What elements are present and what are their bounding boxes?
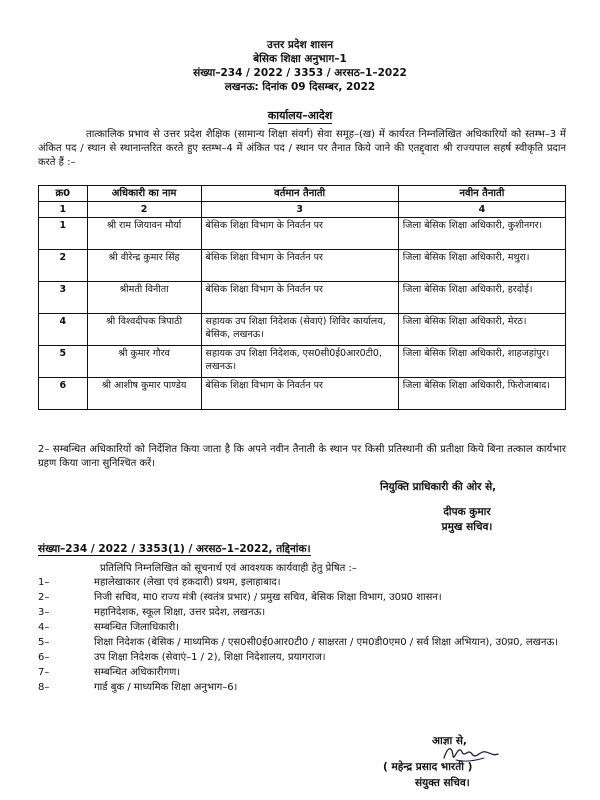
row-new-posting: जिला बेसिक शिक्षा अधिकारी, मथुरा।	[398, 250, 565, 282]
copy-intro: प्रतिलिपि निम्नलिखित को सूचनार्थ एवं आवश्यक कार्यवाही हेतु प्रेषित :–	[100, 563, 357, 574]
header-officer-name: अधिकारी का नाम	[87, 186, 201, 202]
list-item	[38, 591, 566, 605]
signer-designation: संयुक्त सचिव।	[415, 777, 470, 789]
row-officer-name: श्री राम जियावन मौर्या	[87, 218, 201, 250]
header-current-posting: वर्तमान तैनाती	[201, 186, 398, 202]
row-officer-name: श्री वीरेन्द्र कुमार सिंह	[87, 250, 201, 282]
row-new-posting: जिला बेसिक शिक्षा अधिकारी, हरदोई।	[398, 282, 565, 314]
table-row	[39, 346, 566, 378]
header-reference-number: संख्या–234 / 2022 / 3353 / अरसठ–1–2022	[193, 67, 407, 79]
appointing-authority-designation: प्रमुख सचिव।	[441, 521, 493, 533]
list-item	[38, 681, 566, 695]
row-current-posting: सहायक उप शिक्षा निदेशक, एस0सी0ई0आर0टी0, लखनऊ।	[201, 346, 398, 378]
list-item	[38, 651, 566, 665]
row-serial: 4	[39, 314, 88, 346]
row-officer-name: श्रीमती विनीता	[87, 282, 201, 314]
list-item-number: 1–	[38, 577, 50, 588]
copy-reference-text: संख्या–234 / 2022 / 3353(1) / अरसठ–1–2022, तद्दिनांक।	[38, 543, 311, 555]
list-item-text: गार्ड बुक / माध्यमिक शिक्षा अनुभाग–6।	[94, 682, 238, 693]
header-date: लखनऊ: दिनांक 09 दिसम्बर, 2022	[224, 81, 376, 93]
list-item-number: 5–	[38, 637, 50, 648]
list-item-number: 3–	[38, 607, 50, 618]
row-officer-name: श्री कुमार गौरव	[87, 346, 201, 378]
appointing-authority-signature	[412, 505, 522, 535]
row-serial: 1	[39, 218, 88, 250]
table-row	[39, 378, 566, 410]
column-number: 2	[87, 202, 201, 218]
column-number: 1	[39, 202, 88, 218]
row-new-posting: जिला बेसिक शिक्षा अधिकारी, मेरठ।	[398, 314, 565, 346]
office-order-title-text: कार्यालय–आदेश	[267, 109, 333, 122]
list-item-text: उप शिक्षा निदेशक (सेवाएं–1 / 2), शिक्षा निदेशालय, प्रयागराज।	[94, 652, 326, 663]
appointing-authority-line: नियुक्ति प्राधिकारी की ओर से,	[380, 481, 497, 493]
table-row	[39, 250, 566, 282]
list-item-text: शिक्षा निदेशक (बेसिक / माध्यमिक / एस0सी0ई0आर0टी0 / साक्षरता / एम0डी0एम0 / सर्व शिक्षा अभियान), उ0प्र0, लखनऊ।	[94, 637, 559, 648]
table-row	[39, 282, 566, 314]
row-new-posting: जिला बेसिक शिक्षा अधिकारी, कुशीनगर।	[398, 218, 565, 250]
intro-paragraph: तात्कालिक प्रभाव से उत्तर प्रदेश शैक्षिक (सामान्य शिक्षा संवर्ग) सेवा समूह–(ख) में कार्यरत निम्नलिखित अधिकारियों को स्तम्भ–3 में अंकित पद / स्थान से स्थानान्तरित करते हुए स्तम्भ–4 में अंकित पद / स्थान पर तैनात किये जाने की एतद्द्वारा श्री राज्यपाल सहर्ष स्वीकृति प्रदान करते हैं :–	[38, 129, 566, 168]
office-order-title	[0, 108, 600, 123]
row-serial: 2	[39, 250, 88, 282]
list-item	[38, 636, 566, 650]
list-item	[38, 666, 566, 680]
column-number-row	[39, 202, 566, 218]
list-item-number: 4–	[38, 622, 50, 633]
row-serial: 6	[39, 378, 88, 410]
row-current-posting: सहायक उप शिक्षा निदेशक (सेवाएं) शिविर कार्यालय, बेसिक, लखनऊ।	[201, 314, 398, 346]
row-new-posting: जिला बेसिक शिक्षा अधिकारी, फिरोजाबाद।	[398, 378, 565, 410]
table-header-row	[39, 186, 566, 202]
column-number: 3	[201, 202, 398, 218]
row-current-posting: बेसिक शिक्षा विभाग के निवर्तन पर	[201, 282, 398, 314]
copy-recipient-list	[38, 576, 566, 696]
list-item	[38, 621, 566, 635]
row-current-posting: बेसिक शिक्षा विभाग के निवर्तन पर	[201, 218, 398, 250]
list-item-text: सम्बन्धित अधिकारीगण।	[94, 667, 181, 678]
instruction-paragraph: 2– सम्बन्धित अधिकारियों को निर्देशित किया जाता है कि अपने नवीन तैनाती के स्थान पर किसी प्रतिस्थानी की प्रतीक्षा किये बिना तत्काल कार्यभार ग्रहण किया जाना सुनिश्चित करें।	[38, 444, 566, 469]
list-item-number: 8–	[38, 682, 50, 693]
list-item-text: महानिदेशक, स्कूल शिक्षा, उत्तर प्रदेश, लखनऊ।	[94, 607, 266, 618]
row-new-posting: जिला बेसिक शिक्षा अधिकारी, शाहजहांपुर।	[398, 346, 565, 378]
table-row	[39, 218, 566, 250]
row-current-posting: बेसिक शिक्षा विभाग के निवर्तन पर	[201, 378, 398, 410]
row-current-posting: बेसिक शिक्षा विभाग के निवर्तन पर	[201, 250, 398, 282]
column-number: 4	[398, 202, 565, 218]
row-serial: 3	[39, 282, 88, 314]
header-new-posting: नवीन तैनाती	[398, 186, 565, 202]
transfer-table	[38, 185, 566, 410]
list-item-number: 2–	[38, 592, 50, 603]
list-item-number: 6–	[38, 652, 50, 663]
appointing-authority-name: दीपक कुमार	[443, 506, 491, 518]
row-officer-name: श्री विश्वदीपक त्रिपाठी	[87, 314, 201, 346]
table-row	[39, 314, 566, 346]
list-item-text: महालेखाकार (लेखा एवं हकदारी) प्रथम, इलाहाबाद।	[94, 577, 281, 588]
header-section: बेसिक शिक्षा अनुभाग–1	[253, 53, 347, 65]
copy-reference	[38, 542, 311, 556]
header-serial: क्र0	[39, 186, 88, 202]
row-serial: 5	[39, 346, 88, 378]
list-item	[38, 606, 566, 620]
list-item	[38, 576, 566, 590]
signer-name: ( महेन्द्र प्रसाद भारती )	[383, 761, 473, 773]
list-item-text: निजी सचिव, मा0 राज्य मंत्री (स्वतंत्र प्रभार) / प्रमुख सचिव, बेसिक शिक्षा विभाग, उ0प्र0 शासन।	[94, 592, 442, 603]
list-item-text: सम्बन्धित जिलाधिकारी।	[94, 622, 179, 633]
header-government: उत्तर प्रदेश शासन	[266, 39, 334, 51]
list-item-number: 7–	[38, 667, 50, 678]
row-officer-name: श्री आशीष कुमार पाण्डेय	[87, 378, 201, 410]
order-by-line: आज्ञा से,	[432, 735, 467, 747]
